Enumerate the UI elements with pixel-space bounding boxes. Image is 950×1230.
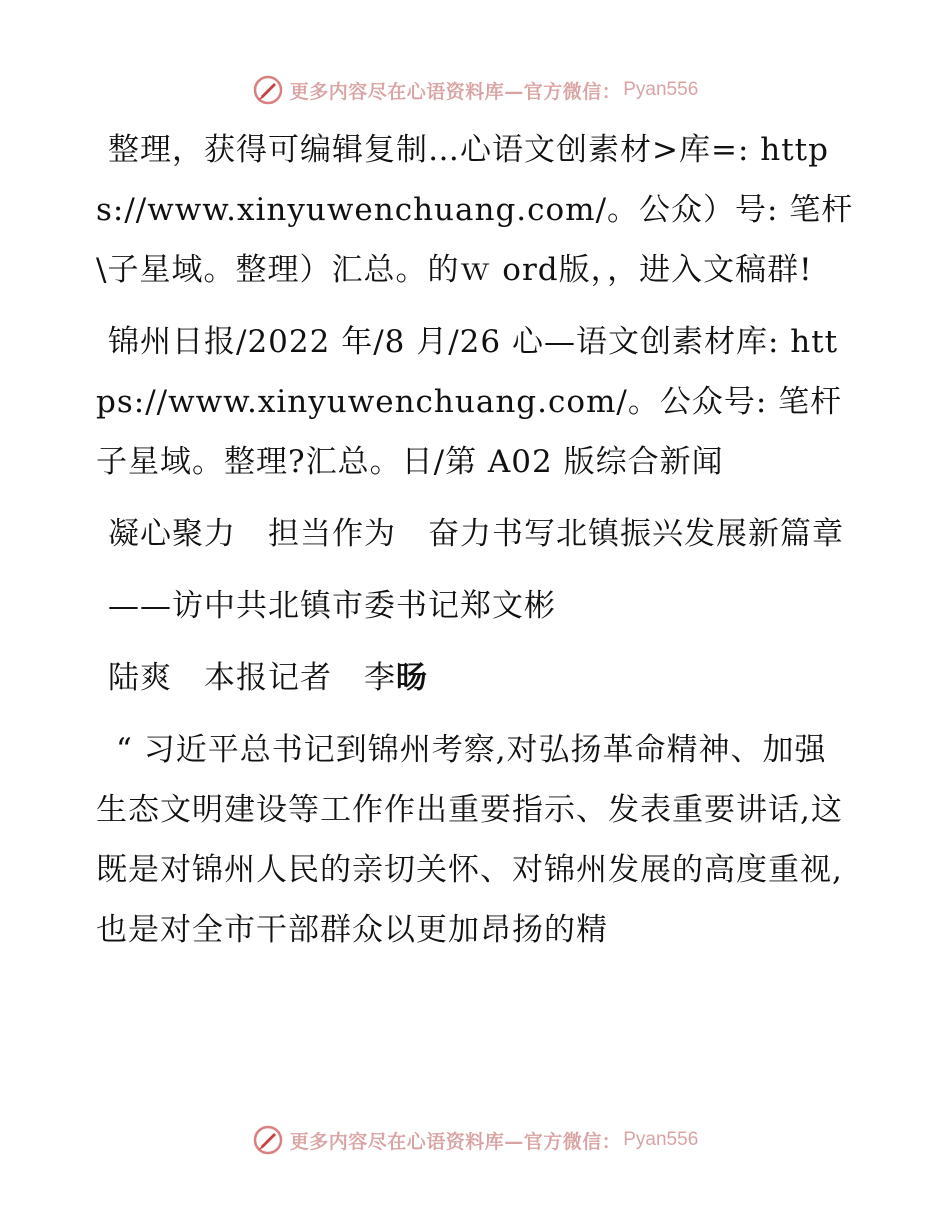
watermark-text: 更多内容尽在心语资料库—官方微信： xyxy=(289,80,622,103)
article-body-paragraph: “ 习近平总书记到锦州考察,对弘扬革命精神、加强生态文明建设等工作作出重要指示、发表重要讲话,这既是对锦州人民的亲切关怀、对锦州发展的高度重视,也是对全市干部群众以更加昂扬的精 xyxy=(96,732,843,948)
newspaper-info: 锦州日报/2022 年/8 月/26 心—语文创素材库: https://www.xinyuwenchuang.com/。公众号: 笔杆子星域。整理?汇总。日/第 A02 版综合新闻 xyxy=(96,324,843,480)
logo-icon xyxy=(252,1124,284,1156)
document-body xyxy=(96,120,856,972)
watermark-text: 更多内容尽在心语资料库—官方微信： xyxy=(289,1130,622,1153)
article-title: 凝心聚力 担当作为 奋力书写北镇振兴发展新篇章 xyxy=(108,516,844,552)
byline-last-char: 旸 xyxy=(396,660,428,696)
watermark-wechat-id: Pyan556 xyxy=(623,79,699,100)
watermark-header xyxy=(0,70,950,110)
source-note: 整理，获得可编辑复制…心语文创素材>库=: https://www.xinyuwenchuang.com/。公众）号: 笔杆\子星域。整理）汇总。的ｗ ord版，，进入文稿群! xyxy=(96,132,854,288)
logo-icon xyxy=(252,74,284,106)
watermark-footer xyxy=(0,1120,950,1160)
byline xyxy=(96,648,856,708)
article-subtitle: ——访中共北镇市委书记郑文彬 xyxy=(108,588,556,624)
byline-authors: 陆爽 本报记者 李 xyxy=(108,660,396,696)
watermark-wechat-id: Pyan556 xyxy=(623,1129,699,1150)
